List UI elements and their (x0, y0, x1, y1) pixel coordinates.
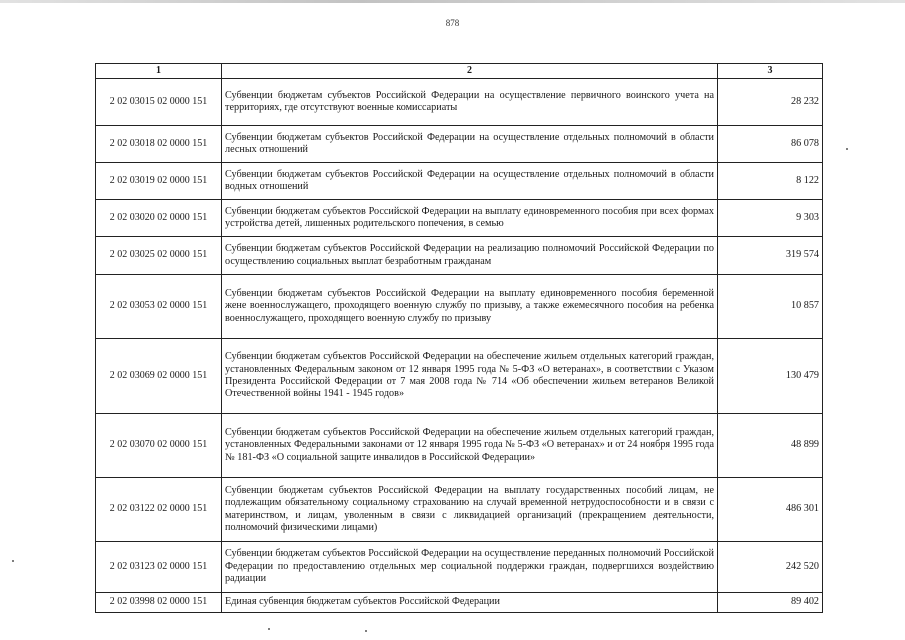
scan-speck (846, 148, 848, 150)
row-amount: 10 857 (718, 275, 823, 339)
row-amount: 9 303 (718, 200, 823, 237)
row-code: 2 02 03015 02 0000 151 (96, 79, 222, 126)
row-description: Субвенции бюджетам субъектов Российской Федерации на осуществление отдельных полномочий в области лесных отношений (222, 126, 718, 163)
scan-speck (268, 628, 270, 630)
table-row (96, 275, 823, 339)
row-code: 2 02 03123 02 0000 151 (96, 542, 222, 593)
row-code: 2 02 03122 02 0000 151 (96, 478, 222, 542)
column-header-description: 2 (222, 64, 718, 79)
table-row (96, 593, 823, 613)
table-row (96, 478, 823, 542)
column-header-code: 1 (96, 64, 222, 79)
row-description: Субвенции бюджетам субъектов Российской Федерации на осуществление переданных полномочий Российской Федерации по предоставлению отдельных мер социальной поддержки граждан, подвергшихся воздействию радиации (222, 542, 718, 593)
row-code: 2 02 03070 02 0000 151 (96, 414, 222, 478)
table-row (96, 163, 823, 200)
page-number: 878 (445, 18, 460, 28)
column-header-amount: 3 (718, 64, 823, 79)
row-description: Субвенции бюджетам субъектов Российской Федерации на выплату единовременного пособия при всех формах устройства детей, лишенных родительского попечения, в семью (222, 200, 718, 237)
table-row (96, 237, 823, 275)
table-row (96, 542, 823, 593)
row-code: 2 02 03019 02 0000 151 (96, 163, 222, 200)
table-row (96, 414, 823, 478)
row-description: Единая субвенция бюджетам субъектов Российской Федерации (222, 593, 718, 613)
row-amount: 8 122 (718, 163, 823, 200)
row-code: 2 02 03069 02 0000 151 (96, 339, 222, 414)
row-description: Субвенции бюджетам субъектов Российской Федерации на обеспечение жильем отдельных категорий граждан, установленных Федеральными законами от 12 января 1995 года № 5-ФЗ «О ветеранах» и от 24 ноября 1995 года № 181-ФЗ «О социальной защите инвалидов в Российской Федерации» (222, 414, 718, 478)
row-description: Субвенции бюджетам субъектов Российской Федерации на осуществление первичного воинского учета на территориях, где отсутствуют военные комиссариаты (222, 79, 718, 126)
table-row (96, 339, 823, 414)
row-amount: 48 899 (718, 414, 823, 478)
row-code: 2 02 03018 02 0000 151 (96, 126, 222, 163)
row-code: 2 02 03998 02 0000 151 (96, 593, 222, 613)
row-description: Субвенции бюджетам субъектов Российской Федерации на осуществление отдельных полномочий в области водных отношений (222, 163, 718, 200)
row-description: Субвенции бюджетам субъектов Российской Федерации на выплату государственных пособий лицам, не подлежащим обязательному социальному страхованию на случай временной нетрудоспособности и в связи с материнством, и лицам, уволенным в связи с ликвидацией организаций (прекращением деятельности, полномочий физическими лицами) (222, 478, 718, 542)
row-description: Субвенции бюджетам субъектов Российской Федерации на обеспечение жильем отдельных категорий граждан, установленных Федеральным законом от 12 января 1995 года № 5-ФЗ «О ветеранах», в соответствии с Указом Президента Российской Федерации от 7 мая 2008 года № 714 «Об обеспечении жильем ветеранов Великой Отечественной войны 1941 - 1945 годов» (222, 339, 718, 414)
row-code: 2 02 03025 02 0000 151 (96, 237, 222, 275)
table-row (96, 126, 823, 163)
row-amount: 319 574 (718, 237, 823, 275)
row-code: 2 02 03020 02 0000 151 (96, 200, 222, 237)
scan-speck (12, 560, 14, 562)
table-row (96, 79, 823, 126)
row-code: 2 02 03053 02 0000 151 (96, 275, 222, 339)
row-amount: 130 479 (718, 339, 823, 414)
row-amount: 486 301 (718, 478, 823, 542)
row-amount: 242 520 (718, 542, 823, 593)
row-amount: 89 402 (718, 593, 823, 613)
row-description: Субвенции бюджетам субъектов Российской Федерации на выплату единовременного пособия беременной жене военнослужащего, проходящего военную службу по призыву, а также ежемесячного пособия на ребенка военнослужащего, проходящего военную службу по призыву (222, 275, 718, 339)
row-amount: 86 078 (718, 126, 823, 163)
scan-speck (365, 630, 367, 632)
row-amount: 28 232 (718, 79, 823, 126)
scan-top-edge (0, 0, 905, 3)
table-row (96, 200, 823, 237)
row-description: Субвенции бюджетам субъектов Российской Федерации на реализацию полномочий Российской Федерации по осуществлению социальных выплат безработным гражданам (222, 237, 718, 275)
budget-table (95, 63, 823, 613)
table-header-row (96, 64, 823, 79)
